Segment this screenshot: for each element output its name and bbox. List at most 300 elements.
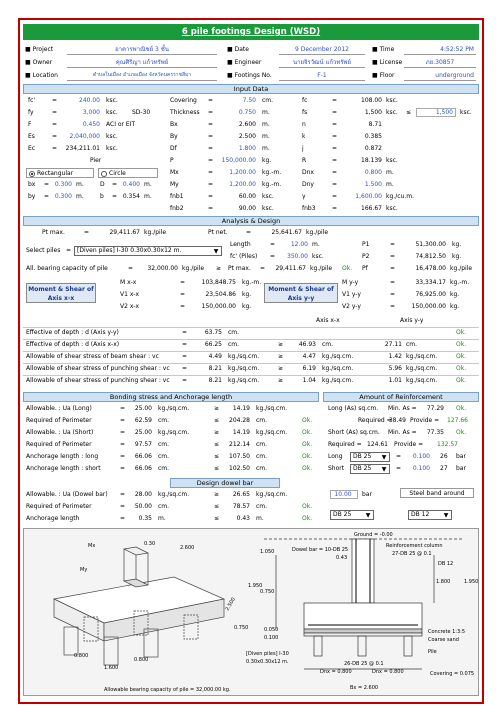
dny-label: Dny xyxy=(302,181,314,188)
fnb3-unit: ksc. xyxy=(386,205,398,212)
v2x-unit: kg. xyxy=(242,303,252,310)
shear-row-label: Effective of depth : d (Axis y-y) xyxy=(26,329,119,336)
steel-band-select[interactable]: DB 12 ▼ xyxy=(408,510,452,520)
dowel-bar-select[interactable]: DB 25 ▼ xyxy=(330,510,374,520)
fc-unit: ksc. xyxy=(106,97,118,104)
shear-row-label: Effective of depth : d (Axis x-x) xyxy=(26,341,120,348)
eq: = xyxy=(208,181,214,188)
ok-badge: Ok. xyxy=(302,441,313,448)
d-value[interactable]: 0.400 xyxy=(122,181,140,188)
fy-value[interactable]: 3,000 xyxy=(82,109,100,116)
dowel-row-value-2: 78.57 xyxy=(232,503,250,510)
by-unit: m. xyxy=(262,133,270,140)
radio-icon xyxy=(29,171,35,177)
eq: = xyxy=(208,169,214,176)
dim-0750: 0.750 xyxy=(234,625,249,631)
chevron-down-icon: ▼ xyxy=(443,512,449,519)
bond-row-unit-2: cm. xyxy=(256,465,268,472)
short-bar-count: 27 xyxy=(440,465,448,472)
provide-label: Provide = xyxy=(410,417,440,424)
shear-row-unit: kg./sq.cm. xyxy=(228,365,260,372)
select-piles-dropdown[interactable]: [Diven piles] I-30 0.30x0.30x12 m. ▼ xyxy=(74,246,222,256)
fs-value: 1,500 xyxy=(364,109,382,116)
dny-unit: m. xyxy=(386,181,394,188)
reinf-col-label: Reinforcement column xyxy=(386,543,443,549)
my-label: My xyxy=(80,567,88,573)
compare-sign: ≥ xyxy=(278,353,284,360)
long-bar-unit: bar xyxy=(456,453,466,460)
axis-y-value: 27.11 xyxy=(384,341,402,348)
owner-field[interactable]: คุณศิริญา แก้วทรัพย์ xyxy=(67,57,217,68)
shear-row-label: Allowable of shear stress of punching shear : vc xyxy=(26,377,170,384)
fnb1-label: fnb1 xyxy=(170,193,184,200)
bond-row-value-2: 212.14 xyxy=(229,441,250,448)
fs-unit: ksc. xyxy=(386,109,398,116)
fy-label: fy xyxy=(28,109,34,116)
bxp-unit: m. xyxy=(76,181,84,188)
fnb3-value: 166.67 xyxy=(361,205,382,212)
short-min-as: 77.35 xyxy=(426,429,444,436)
fc2-value: 108.00 xyxy=(361,97,382,104)
compare-sign: ≥ xyxy=(214,405,220,412)
eq: = xyxy=(208,205,214,212)
ok-badge: Ok. xyxy=(456,405,467,412)
es-value[interactable]: 2,040,000 xyxy=(69,133,100,140)
dim-0100: 0.100 xyxy=(264,635,279,641)
eq: = xyxy=(396,453,402,460)
eq: = xyxy=(180,303,186,310)
myy-unit: kg.-m. xyxy=(450,279,470,286)
axis-x-value: 4.47 xyxy=(302,353,316,360)
gamma-unit: kg./cu.m. xyxy=(386,193,414,200)
ok-badge: Ok. xyxy=(456,365,467,372)
bond-row-value: 66.06 xyxy=(134,465,152,472)
myy-label: M y-y xyxy=(342,279,359,286)
shear-row-value: 66.25 xyxy=(204,341,222,348)
mx-label: Mx xyxy=(170,169,179,176)
dowel-count-input[interactable]: 10.00 xyxy=(330,490,358,499)
b-label: b xyxy=(100,193,104,200)
p2-label: P2 xyxy=(362,253,370,260)
floor-field[interactable]: underground xyxy=(404,70,476,81)
dowel-row-unit-2: m. xyxy=(256,515,264,522)
eq: = xyxy=(52,109,58,116)
license-field[interactable]: ภย.30857 xyxy=(404,57,476,68)
ok-badge: Ok. xyxy=(302,515,313,522)
project-field[interactable]: อาคารพาณิชย์ 3 ชั้น xyxy=(67,44,217,55)
dowel-row-label: Allowable. : Ua (Dowel bar) xyxy=(26,491,108,498)
ok-badge: Ok. xyxy=(302,429,313,436)
dowel-row-unit: cm. xyxy=(158,503,170,510)
p1-value: 51,300.00 xyxy=(415,241,446,248)
my-value[interactable]: 1,200.00 xyxy=(229,181,256,188)
n-label: n xyxy=(302,121,306,128)
eq: = xyxy=(120,429,126,436)
circle-option[interactable]: Circle xyxy=(98,168,158,178)
my-unit: kg.-m. xyxy=(262,181,282,188)
df-label: Df xyxy=(170,145,177,152)
dnx-value[interactable]: 0.800 xyxy=(364,169,382,176)
long-bar-label: Long xyxy=(328,453,343,460)
n-value: 8.71 xyxy=(368,121,382,128)
eq: = xyxy=(182,329,188,336)
dnx-dim-2: Dnx = 0.800 xyxy=(372,669,404,675)
bond-row-unit-2: kg./sq.cm. xyxy=(256,429,288,436)
fc-value[interactable]: 240.00 xyxy=(79,97,100,104)
chevron-down-icon: ▼ xyxy=(381,466,387,473)
bond-row-label: Required of Perimeter xyxy=(26,417,92,424)
byp-label: by xyxy=(28,193,36,200)
length-value[interactable]: 12.00 xyxy=(290,241,308,248)
shear-row-label: Allowable of shear stress of beam shear : vc xyxy=(26,353,159,360)
eq: = xyxy=(120,503,126,510)
eq: = xyxy=(208,97,214,104)
shear-row-value: 8.21 xyxy=(208,377,222,384)
date-row: ■ Date 9 December 2012 xyxy=(227,44,367,56)
compare-sign: ≥ xyxy=(214,429,220,436)
compare-sign: ≥ xyxy=(214,491,220,498)
axis-x-value: 1.04 xyxy=(302,377,316,384)
dowel-row-unit: m. xyxy=(158,515,166,522)
bx-value: 2.600 xyxy=(238,121,256,128)
eq: = xyxy=(390,253,396,260)
fc2-unit: ksc. xyxy=(386,97,398,104)
eq: = xyxy=(52,133,58,140)
shear-row-value: 4.49 xyxy=(208,353,222,360)
chevron-down-icon: ▼ xyxy=(381,454,387,461)
bond-row-value: 25.00 xyxy=(134,429,152,436)
footings-field[interactable]: F-1 xyxy=(279,70,365,81)
gamma-label: γ xyxy=(302,193,306,200)
date-field[interactable]: 9 December 2012 xyxy=(279,44,365,55)
chevron-down-icon: ▼ xyxy=(365,512,371,519)
piles-label: [Diven piles] I-30 xyxy=(246,651,289,657)
long-as-label: Long (As) sq.cm. xyxy=(328,405,379,412)
shear-row-unit: kg./sq.cm. xyxy=(228,353,260,360)
min-as-label-2: Min. As = xyxy=(388,429,417,436)
isometric-view xyxy=(54,547,224,665)
dowel-row-value: 50.00 xyxy=(134,503,152,510)
v2x-label: V2 x-x xyxy=(120,303,140,310)
fnb1-value: 60.00 xyxy=(238,193,256,200)
footing-drawing-svg xyxy=(24,529,480,697)
fc-piles-unit: ksc. xyxy=(312,253,324,260)
thick-value[interactable]: 0.750 xyxy=(238,109,256,116)
ok-badge: Ok. xyxy=(456,353,467,360)
fs-max-input[interactable]: 1,500 xyxy=(416,108,456,117)
bond-row-value-2: 14.19 xyxy=(232,429,250,436)
dowel-row-value-2: 26.65 xyxy=(232,491,250,498)
axis-y-value: 1.01 xyxy=(388,377,402,384)
length-unit: m. xyxy=(312,241,320,248)
ge-sign: ≥ xyxy=(216,265,222,272)
ptnet-label: Pt net. xyxy=(208,229,228,236)
fnb1-unit: ksc. xyxy=(262,193,274,200)
gamma-value[interactable]: 1,600.00 xyxy=(355,193,382,200)
bond-row-value-2: 14.19 xyxy=(232,405,250,412)
long-required: 38.49 xyxy=(388,417,406,424)
bond-row-unit: kg./sq.cm. xyxy=(158,429,190,436)
v1x-label: V1 x-x xyxy=(120,291,140,298)
ok-badge: Ok. xyxy=(456,341,467,348)
analysis-section-header: Analysis & Design xyxy=(23,216,479,226)
bxp-value[interactable]: 0.300 xyxy=(54,181,72,188)
steel-grade: SD-30 xyxy=(132,109,151,116)
ok-badge: Ok. xyxy=(342,265,353,272)
df-value[interactable]: 1.800 xyxy=(238,145,256,152)
long-spacing[interactable]: 0.100 xyxy=(412,453,430,460)
eq: = xyxy=(120,515,126,522)
bond-row-label: Allowable. : Ua (Short) xyxy=(26,429,94,436)
shear-row-unit: cm. xyxy=(228,341,240,348)
axis-y-value: 1.42 xyxy=(388,353,402,360)
long-bar-count: 26 xyxy=(440,453,448,460)
axis-y-unit: kg./sq.cm. xyxy=(406,353,438,360)
dim-0750-sec: 0.750 xyxy=(260,589,275,595)
fc-piles-value[interactable]: 350.00 xyxy=(287,253,308,260)
bond-row-value: 97.57 xyxy=(134,441,152,448)
eq: = xyxy=(52,97,58,104)
my-label: My xyxy=(170,181,179,188)
eq: = xyxy=(332,181,338,188)
eq: = xyxy=(390,303,396,310)
eq: = xyxy=(66,247,72,254)
short-spacing[interactable]: 0.100 xyxy=(412,465,430,472)
engineer-field[interactable]: นายจิรวัฒน์ แก้วทรัพย์ xyxy=(279,57,365,68)
compare-sign: ≤ xyxy=(214,503,220,510)
axis-y-unit: cm. xyxy=(406,341,418,348)
ec-value: 234,211.01 xyxy=(65,145,100,152)
pile-size-label: 0.30x0.30x12 m. xyxy=(246,659,289,665)
ok-badge: Ok. xyxy=(456,377,467,384)
location-field[interactable]: ตำบลในเมือง อำเภอเมือง จังหวัดนครราชสีมา xyxy=(67,70,217,81)
mxx-label: M x-x xyxy=(120,279,137,286)
license-row: ■ License ภย.30857 xyxy=(372,57,478,69)
bx-dim: Bx = 2.600 xyxy=(350,685,379,691)
long-bar-select[interactable]: DB 25 ▼ xyxy=(350,452,390,462)
cover-value[interactable]: 7.50 xyxy=(242,97,256,104)
d-label: D xyxy=(100,181,105,188)
byp-unit: m. xyxy=(76,193,84,200)
all-bearing-label: All. bearing capacity of pile xyxy=(26,265,108,272)
shear-row-value: 63.75 xyxy=(204,329,222,336)
reinforcement-section-header: Amount of Reinforcement xyxy=(323,392,479,402)
eq: = xyxy=(120,465,126,472)
v2y-label: V2 y-y xyxy=(342,303,361,310)
required-label: Required = xyxy=(358,417,392,424)
eq: = xyxy=(120,453,126,460)
db12-label: DB 12 xyxy=(438,561,454,567)
long-provide: 127.66 xyxy=(447,417,468,424)
eq: = xyxy=(180,279,186,286)
eq: = xyxy=(208,193,214,200)
axis-x-value: 6.19 xyxy=(302,365,316,372)
fc2-label: fc xyxy=(302,97,308,104)
eq: = xyxy=(260,265,266,272)
j-label: j xyxy=(302,145,304,152)
eq: = xyxy=(84,229,90,236)
p2-unit: kg. xyxy=(452,253,462,260)
dim-0800b: 0.800 xyxy=(134,657,149,663)
pile-label: Pile xyxy=(428,649,437,655)
pf-label: Pf xyxy=(362,265,368,272)
eq: = xyxy=(332,145,338,152)
eq: = xyxy=(112,193,118,200)
bond-row-value: 66.06 xyxy=(134,453,152,460)
myy-value: 33,334.17 xyxy=(415,279,446,286)
compare-sign: ≤ xyxy=(214,453,220,460)
bond-row-value: 25.00 xyxy=(134,405,152,412)
compare-sign: ≤ xyxy=(214,441,220,448)
fc-piles-label: fc' (Piles) xyxy=(230,253,258,260)
bonding-section-header: Bonding stress and Anchorage length xyxy=(23,392,319,402)
bx-label: Bx xyxy=(170,121,178,128)
d-unit: m. xyxy=(144,181,152,188)
radio-icon xyxy=(101,171,107,177)
ok-badge: Ok. xyxy=(302,503,313,510)
eq: = xyxy=(390,265,396,272)
dim-1950: 1.950 xyxy=(248,583,263,589)
mxx-value: 103,848.75 xyxy=(201,279,236,286)
fs-max-unit: ksc. xyxy=(460,109,472,116)
eq: = xyxy=(182,377,188,384)
mx-label: Mx xyxy=(88,543,96,549)
b-value: 0.354 xyxy=(122,193,140,200)
all-bearing-unit: kg./pile xyxy=(182,265,205,272)
required-label-2: Required = xyxy=(328,441,362,448)
f-unit: ACI or EIT xyxy=(106,121,136,128)
pf-unit: kg./pile xyxy=(450,265,473,272)
sand-label: Coarse sand xyxy=(428,637,459,643)
eq: = xyxy=(208,157,214,164)
mx-value[interactable]: 1,200.00 xyxy=(229,169,256,176)
ec-label: Ec xyxy=(28,145,36,152)
v1y-unit: kg. xyxy=(450,291,460,298)
dowel-row-value-2: 0.43 xyxy=(236,515,250,522)
byp-value[interactable]: 0.300 xyxy=(54,193,72,200)
ok-badge: Ok. xyxy=(302,465,313,472)
p1-unit: kg. xyxy=(452,241,462,248)
engineer-row: ■ Engineer นายจิรวัฒน์ แก้วทรัพย์ xyxy=(227,57,367,69)
dim-0050: 0.050 xyxy=(264,627,279,633)
floor-row: ■ Floor underground xyxy=(372,72,474,79)
fc-label: fc' xyxy=(28,97,36,104)
time-row: ■ Time 4:52:52 PM xyxy=(372,46,474,53)
shear-row-unit: cm. xyxy=(228,329,240,336)
bond-row-unit: cm. xyxy=(158,453,170,460)
r-unit: ksc. xyxy=(386,157,398,164)
length-label: Length xyxy=(230,241,251,248)
cover-unit: cm. xyxy=(262,97,274,104)
provide-label-2: Provide = xyxy=(394,441,424,448)
axis-y-value xyxy=(372,328,402,338)
v1y-label: V1 y-y xyxy=(342,291,361,298)
bond-row-value: 62.59 xyxy=(134,417,152,424)
r-value: 18.139 xyxy=(361,157,382,164)
dnx-dim-1: Dnx = 0.800 xyxy=(320,669,352,675)
compare-sign: ≥ xyxy=(278,377,284,384)
bond-row-unit-2: cm. xyxy=(256,453,268,460)
bond-row-unit-2: kg./sq.cm. xyxy=(256,405,288,412)
ptnet-unit: kg./pile xyxy=(306,229,329,236)
moment-shear-y-label: Moment & Shear of Axis y-y xyxy=(264,283,338,303)
p-unit: kg. xyxy=(262,157,272,164)
dny-value[interactable]: 1.500 xyxy=(364,181,382,188)
b-unit: m. xyxy=(144,193,152,200)
thick-label: Thickness xyxy=(170,109,200,116)
dim-2600: 2.600 xyxy=(180,545,195,551)
eq: = xyxy=(246,229,252,236)
mxx-unit: kg.-m. xyxy=(242,279,262,286)
cover-label: Covering xyxy=(170,97,197,104)
select-piles-label: Select piles xyxy=(26,247,61,254)
axis-y-header: Axis y-y xyxy=(400,317,424,324)
bx-unit: m. xyxy=(262,121,270,128)
all-bearing-value: 32,000.00 xyxy=(147,265,178,272)
fy-unit: ksc. xyxy=(106,109,118,116)
p-value[interactable]: 150,000.00 xyxy=(221,157,256,164)
time-field[interactable]: 4:52:52 PM xyxy=(404,44,476,55)
fnb2-unit: ksc. xyxy=(262,205,274,212)
col-bars-label: 27-DB 25 @ 0.1 xyxy=(392,551,432,557)
dowel-row-unit-2: cm. xyxy=(256,503,268,510)
eq: = xyxy=(120,441,126,448)
eq: = xyxy=(332,193,338,200)
eq: = xyxy=(208,121,214,128)
by-value: 2.500 xyxy=(238,133,256,140)
eq: = xyxy=(112,181,118,188)
fnb2-value: 90.00 xyxy=(238,205,256,212)
moment-shear-x-label: Moment & Shear of Axis x-x xyxy=(26,283,96,303)
dowel-count-unit: bar xyxy=(362,491,372,498)
eq: = xyxy=(182,365,188,372)
bond-row-label: Allowable. : Ua (Long) xyxy=(26,405,92,412)
rectangular-option[interactable]: Rectangular xyxy=(26,168,94,178)
short-bar-select[interactable]: DB 25 ▼ xyxy=(350,464,390,474)
bond-row-label: Anchorage length : short xyxy=(26,465,101,472)
covering-label: Covering = 0.075 xyxy=(430,671,475,677)
r-label: R xyxy=(302,157,307,164)
ptmax-unit-2: kg./pile xyxy=(310,265,333,272)
ptmax-value: 29,411.67 xyxy=(109,229,140,236)
dim-1800: 1.800 xyxy=(436,579,451,585)
eq: = xyxy=(182,353,188,360)
axis-x-value: 46.93 xyxy=(298,341,316,348)
df-unit: m. xyxy=(262,145,270,152)
axis-x-unit: kg./sq.cm. xyxy=(322,353,354,360)
eq: = xyxy=(208,145,214,152)
steel-band-label: Steel band around xyxy=(400,488,474,498)
ec-unit: ksc. xyxy=(106,145,118,152)
f-value[interactable]: 0.450 xyxy=(82,121,100,128)
p-label: P xyxy=(170,157,174,164)
f-label: F xyxy=(28,121,32,128)
dowel-row-label: Required of Perimeter xyxy=(26,503,92,510)
eq: = xyxy=(332,157,338,164)
bond-row-unit: cm. xyxy=(158,465,170,472)
eq: = xyxy=(332,121,338,128)
ptmax-value-2: 29,411.67 xyxy=(275,265,306,272)
eq: = xyxy=(390,291,396,298)
shear-row-label: Allowable of shear stress of punching shear : vc xyxy=(26,365,170,372)
bond-row-unit-2: cm. xyxy=(256,417,268,424)
project-row: ■ Project อาคารพาณิชย์ 3 ชั้น xyxy=(25,44,225,56)
k-label: k xyxy=(302,133,306,140)
axis-x-unit: kg./sq.cm. xyxy=(322,365,354,372)
dowel-row-unit-2: kg./sq.cm. xyxy=(256,491,288,498)
p1-label: P1 xyxy=(362,241,370,248)
dowel-row-label: Anchorage length xyxy=(26,515,80,522)
